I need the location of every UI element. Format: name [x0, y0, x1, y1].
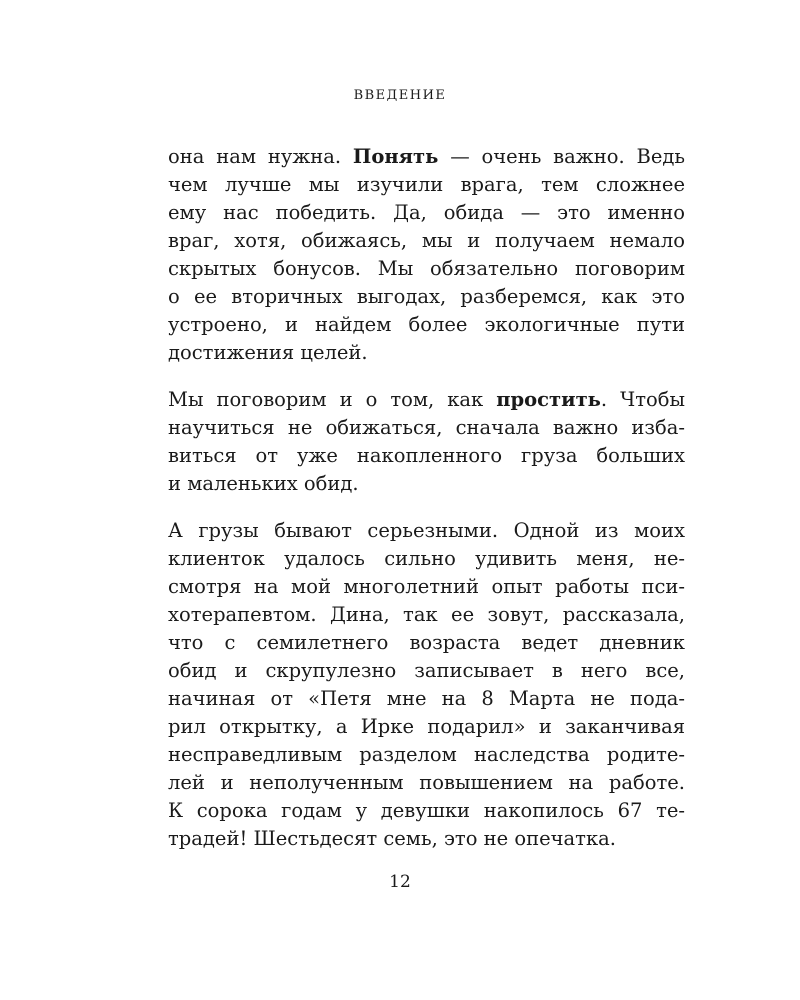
text-segment: К сорока годам у девушки накопилось 67 те- [168, 799, 685, 822]
text-line [168, 386, 685, 414]
text-segment: клиенток удалось сильно удивить меня, не- [168, 547, 685, 570]
paragraph [168, 386, 685, 498]
text-line [168, 283, 685, 311]
text-line [168, 171, 685, 199]
text-line [168, 657, 685, 685]
paragraph [168, 517, 685, 853]
text-segment: что с семилетнего возраста ведет дневник [168, 631, 685, 654]
text-line [168, 685, 685, 713]
text-segment: она нам нужна. [168, 145, 353, 168]
text-segment: традей! Шестьдесят семь, это не опечатка. [168, 827, 616, 850]
text-segment: смотря на мой многолетний опыт работы пси- [168, 575, 685, 598]
text-line [168, 255, 685, 283]
text-line [168, 517, 685, 545]
text-line [168, 311, 685, 339]
text-segment: . Чтобы [600, 388, 685, 411]
text-segment: достижения целей. [168, 341, 368, 364]
text-segment: рил открытку, а Ирке подарил» и заканчивая [168, 715, 685, 738]
text-segment: о ее вторичных выгодах, разберемся, как это [168, 285, 685, 308]
text-line [168, 825, 685, 853]
text-segment: чем лучше мы изучили врага, тем сложнее [168, 173, 685, 196]
text-segment: устроено, и найдем более экологичные пути [168, 313, 685, 336]
text-segment: — очень важно. Ведь [438, 145, 685, 168]
text-segment: обид и скрупулезно записывает в него все, [168, 659, 685, 682]
emphasis-text: простить [496, 388, 601, 411]
text-line [168, 199, 685, 227]
text-segment: враг, хотя, обижаясь, мы и получаем немало [168, 229, 685, 252]
text-segment: и маленьких обид. [168, 472, 359, 495]
text-line [168, 143, 685, 171]
page-number: 12 [389, 872, 411, 892]
text-line [168, 769, 685, 797]
text-segment: Мы поговорим и о том, как [168, 388, 497, 411]
text-line [168, 797, 685, 825]
text-segment: несправедливым разделом наследства родите- [168, 743, 685, 766]
text-segment: А грузы бывают серьезными. Одной из моих [168, 519, 685, 542]
paragraph [168, 143, 685, 367]
text-line [168, 713, 685, 741]
text-line [168, 601, 685, 629]
text-segment: научиться не обижаться, сначала важно изба- [168, 416, 685, 439]
text-line [168, 629, 685, 657]
text-segment: лей и неполученным повышением на работе. [168, 771, 685, 794]
emphasis-text: Понять [352, 145, 439, 168]
text-line [168, 227, 685, 255]
text-segment: хотерапевтом. Дина, так ее зовут, рассказала, [168, 603, 685, 626]
text-line [168, 573, 685, 601]
text-line [168, 414, 685, 442]
text-segment: начиная от «Петя мне на 8 Марта не пода- [168, 687, 685, 710]
text-segment: ему нас победить. Да, обида — это именно [168, 201, 685, 224]
text-line [168, 470, 685, 498]
running-head: ВВЕДЕНИЕ [353, 88, 447, 103]
text-line [168, 741, 685, 769]
text-line [168, 545, 685, 573]
text-segment: виться от уже накопленного груза больших [168, 444, 685, 467]
body-text [168, 143, 685, 872]
text-line [168, 339, 685, 367]
text-line [168, 442, 685, 470]
text-segment: скрытых бонусов. Мы обязательно поговорим [168, 257, 685, 280]
